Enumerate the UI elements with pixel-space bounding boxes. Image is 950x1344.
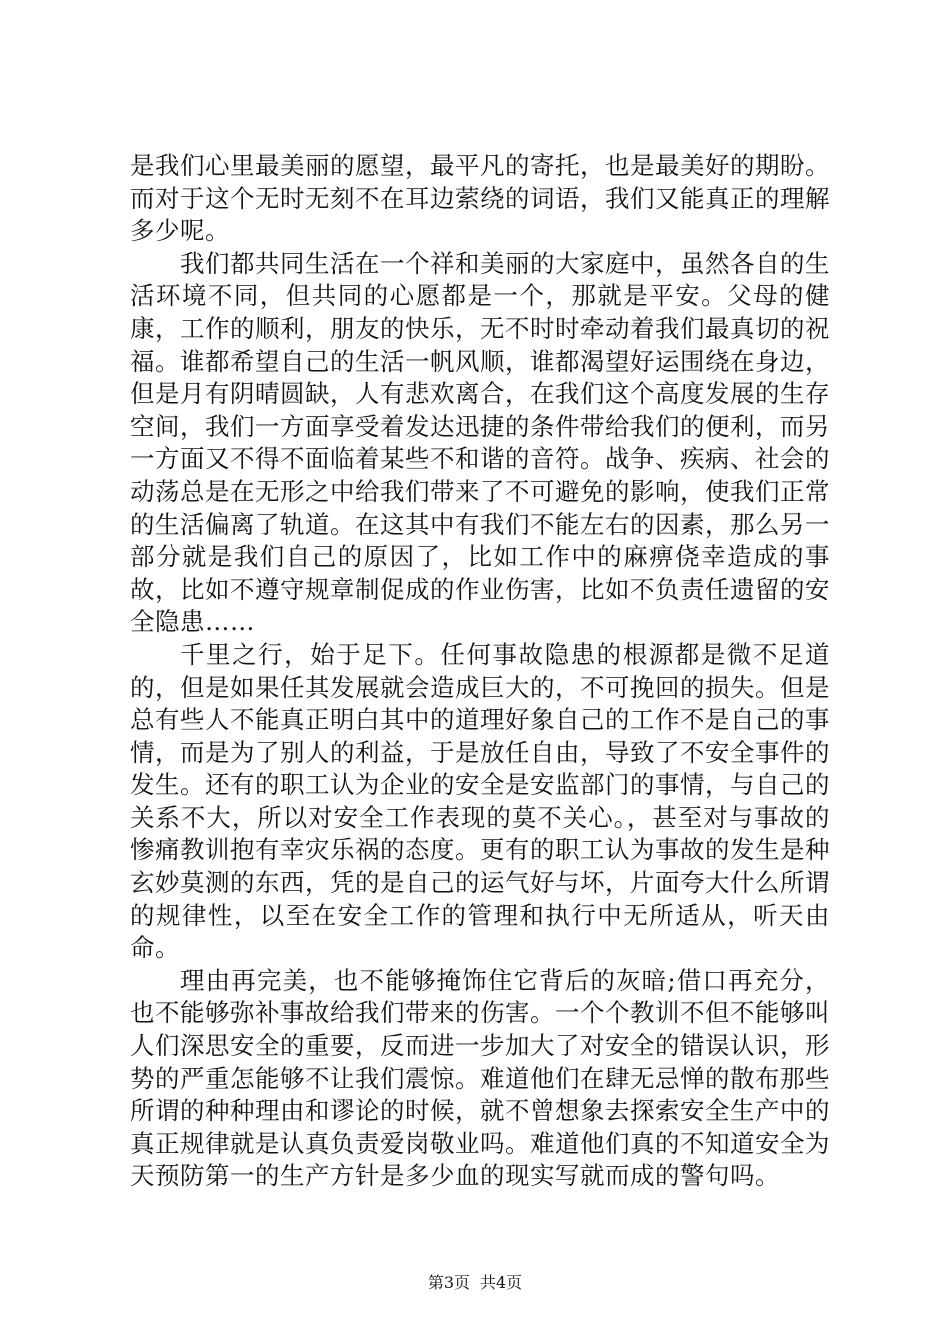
page-footer bbox=[0, 1272, 950, 1294]
document-body bbox=[130, 150, 830, 1193]
page-number: 第3页 bbox=[427, 1273, 470, 1292]
paragraph-2: 我们都共同生活在一个祥和美丽的大家庭中，虽然各自的生活环境不同，但共同的心愿都是一个，那就是平安。父母的健康，工作的顺利，朋友的快乐，无不时时牵动着我们最真切的祝福。谁都希望自己的生活一帆风顺，谁都渴望好运围绕在身边，但是月有阴晴圆缺，人有悲欢离合，在我们这个高度发展的生存空间，我们一方面享受着发达迅捷的条件带给我们的便利，而另一方面又不得不面临着某些不和谐的音符。战争、疾病、社会的动荡总是在无形之中给我们带来了不可避免的影响，使我们正常的生活偏离了轨道。在这其中有我们不能左右的因素，那么另一部分就是我们自己的原因了，比如工作中的麻痹侥幸造成的事故，比如不遵守规章制促成的作业伤害，比如不负责任遗留的安全隐患…… bbox=[130, 248, 830, 637]
paragraph-1: 是我们心里最美丽的愿望，最平凡的寄托，也是最美好的期盼。而对于这个无时无刻不在耳边萦绕的词语，我们又能真正的理解多少呢。 bbox=[130, 151, 830, 246]
paragraph-3: 千里之行，始于足下。任何事故隐患的根源都是微不足道的，但是如果任其发展就会造成巨大的，不可挽回的损失。但是总有些人不能真正明白其中的道理好象自己的工作不是自己的事情，而是为了别人的利益，于是放任自由，导致了不安全事件的发生。还有的职工认为企业的安全是安监部门的事情，与自己的关系不大，所以对安全工作表现的莫不关心。，甚至对与事故的惨痛教训抱有幸灾乐祸的态度。更有的职工认为事故的发生是种玄妙莫测的东西，凭的是自己的运气好与坏，片面夸大什么所谓的规律性，以至在安全工作的管理和执行中无所适从，听天由命。 bbox=[130, 639, 830, 963]
page-total: 共4页 bbox=[480, 1273, 523, 1292]
paragraph-4: 理由再完美，也不能够掩饰住它背后的灰暗;借口再充分，也不能够弥补事故给我们带来的伤害。一个个教训不但不能够叫人们深思安全的重要，反而进一步加大了对安全的错误认识，形势的严重怎能够不让我们震惊。难道他们在肆无忌惮的散布那些所谓的种种理由和谬论的时候，就不曾想象去探索安全生产中的真正规律就是认真负责爱岗敬业吗。难道他们真的不知道安全为天预防第一的生产方针是多少血的现实写就而成的警句吗。 bbox=[130, 965, 830, 1191]
